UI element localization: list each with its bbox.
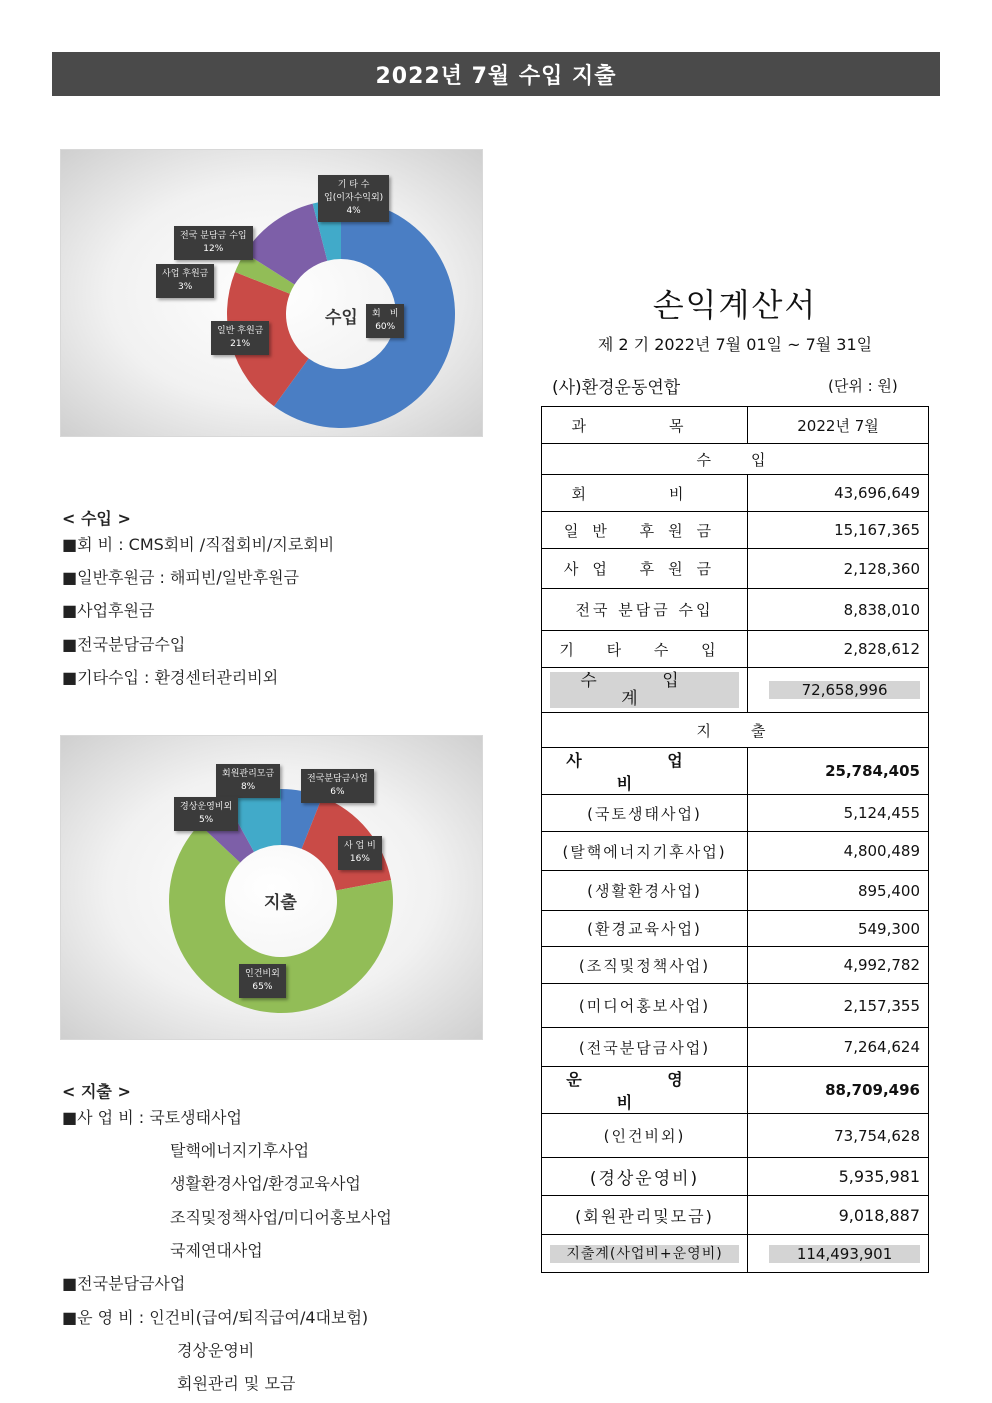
table-row [542,871,929,911]
row-value: 2,128,360 [748,549,929,589]
page-title-banner [52,52,940,96]
table-row [542,1158,929,1196]
expense-callout-membership-fundraising: 회원관리모금 8% [216,764,280,798]
row-value: 2,828,612 [748,631,929,668]
row-value: 15,167,365 [748,512,929,549]
row-label: (생활환경사업) [542,871,748,911]
header-subject: 과 목 [542,407,748,444]
income-chart [60,149,483,437]
statement-title: 손익계산서 [652,286,818,324]
expense-note-line: ■사 업 비 : 국토생태사업 [62,1108,242,1127]
row-value: 895,400 [748,871,929,911]
organization-name: (사)환경운동연합 [552,378,681,398]
business-value: 25,784,405 [748,748,929,795]
income-notes-heading: < 수입 > [62,509,131,528]
operating-label: 운 영 비 [566,1070,723,1112]
expense-center-label: 지출 [264,893,297,913]
expense-callout-business: 사 업 비 16% [338,836,382,870]
operating-total-row [542,1067,929,1114]
income-note-line: ■회 비 : CMS회비 /직접회비/지로회비 [62,535,335,554]
row-value: 5,935,981 [748,1158,929,1196]
income-callout-other: 기 타 수 입(이자수익외) 4% [318,175,389,222]
row-value: 2,157,355 [748,984,929,1028]
table-row [542,984,929,1028]
table-row [542,1114,929,1158]
operating-value: 88,709,496 [748,1067,929,1114]
income-total-row [542,668,929,713]
income-callout-project-donation: 사업 후원금 3% [156,264,214,298]
row-label: (전국분담금사업) [542,1028,748,1067]
row-label: (회원관리및모금) [542,1196,748,1235]
row-label: (인건비외) [542,1114,748,1158]
unit-label: (단위 : 원) [828,377,898,395]
expense-note-line: 경상운영비 [177,1341,255,1360]
expense-notes-heading: < 지출 > [62,1082,131,1101]
row-label: (탈핵에너지기후사업) [542,832,748,871]
row-label: (환경교육사업) [542,911,748,947]
table-row [542,911,929,947]
table-row [542,1028,929,1067]
expense-chart [60,735,483,1040]
table-row [542,1196,929,1235]
row-label: (조직및정책사업) [542,947,748,984]
row-value: 43,696,649 [748,475,929,512]
row-label: 일반 후원금 [563,521,726,540]
page-title: 2022년 7월 수입 지출 [375,63,617,89]
row-label: 전국 분담금 수입 [575,601,714,619]
income-callout-membership: 회 비 60% [366,304,404,338]
income-note-line: ■일반후원금 : 해피빈/일반후원금 [62,568,299,587]
header-period: 2022년 7월 [748,407,929,444]
row-value: 9,018,887 [748,1196,929,1235]
income-statement-table [541,406,929,1273]
table-row [542,631,929,668]
row-value: 4,992,782 [748,947,929,984]
expense-total-label: 지출계(사업비+운영비) [550,1245,739,1263]
business-total-row [542,748,929,795]
row-label: (국토생태사업) [542,795,748,832]
income-center-label: 수입 [325,308,358,328]
row-label: 사업 후원금 [563,560,726,578]
row-value: 4,800,489 [748,832,929,871]
income-note-line: ■기타수입 : 환경센터관리비외 [62,668,279,687]
income-note-line: ■전국분담금수입 [62,635,186,654]
income-note-line: ■사업후원금 [62,601,155,620]
table-row [542,947,929,984]
section-row-income [542,444,929,475]
table-row [542,512,929,549]
row-value: 8,838,010 [748,589,929,631]
expense-note-line: 조직및정책사업/미디어홍보사업 [170,1208,392,1227]
income-total-value: 72,658,996 [769,681,920,699]
row-label: 기 타 수 입 [559,640,730,659]
income-total-label: 수 입 계 [550,672,739,708]
expense-callout-operating: 경상운영비외 5% [174,797,238,831]
row-label: (미디어홍보사업) [542,984,748,1028]
expense-callout-personnel: 인건비외 65% [239,964,286,998]
row-value: 5,124,455 [748,795,929,832]
table-row [542,549,929,589]
income-callout-general-donation: 일반 후원금 21% [211,321,269,355]
expense-total-value: 114,493,901 [769,1245,920,1263]
row-value: 7,264,624 [748,1028,929,1067]
expense-note-line: 탈핵에너지기후사업 [170,1141,310,1160]
expense-note-line: ■운 영 비 : 인건비(급여/퇴직급여/4대보험) [62,1308,369,1327]
row-label: (경상운영비) [542,1158,748,1196]
income-callout-national: 전국 분담금 수입 12% [174,226,253,260]
table-row [542,795,929,832]
table-row [542,589,929,631]
income-donut [61,150,483,437]
table-row [542,475,929,512]
expense-total-row [542,1235,929,1273]
business-label: 사 업 비 [566,751,723,793]
row-value: 73,754,628 [748,1114,929,1158]
table-header-row [542,407,929,444]
section-row-expense [542,713,929,748]
expense-note-line: 생활환경사업/환경교육사업 [170,1174,361,1193]
section-income: 수입 [542,444,929,475]
expense-callout-national: 전국분담금사업 6% [301,769,374,803]
table-row [542,832,929,871]
expense-note-line: 회원관리 및 모금 [177,1374,296,1393]
section-expense: 지출 [542,713,929,748]
expense-note-line: ■전국분담금사업 [62,1274,186,1293]
expense-note-line: 국제연대사업 [170,1241,263,1260]
row-label: 회 비 [571,484,718,503]
row-value: 549,300 [748,911,929,947]
statement-period: 제 2 기 2022년 7월 01일 ~ 7월 31일 [597,335,873,354]
